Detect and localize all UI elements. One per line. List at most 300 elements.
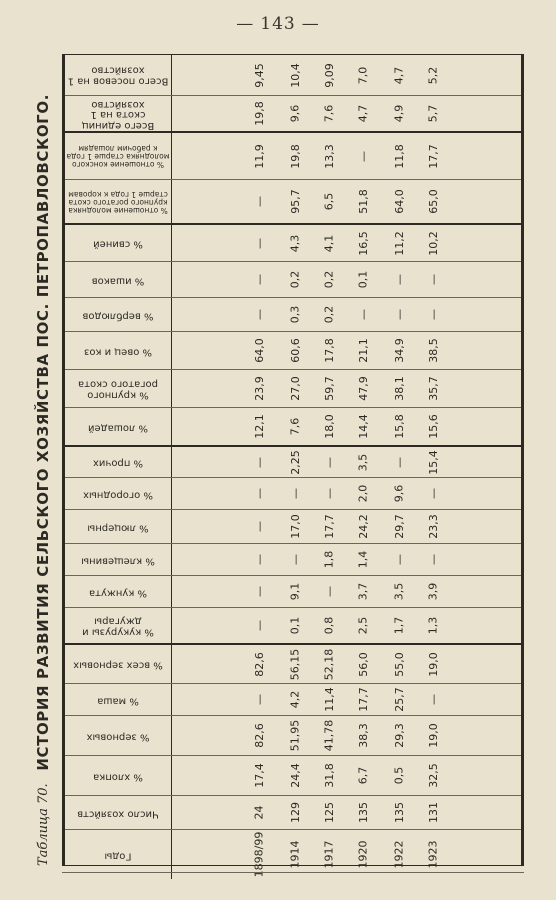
table-cell xyxy=(311,332,347,369)
cell-value: 51,8 xyxy=(356,189,370,214)
cell-value: — xyxy=(392,456,406,468)
row-header xyxy=(65,96,172,131)
table-row xyxy=(65,407,521,445)
cell-value: 1922 xyxy=(392,840,406,869)
row-header xyxy=(65,608,172,643)
row-header xyxy=(65,447,172,477)
cell-value: 3,9 xyxy=(426,582,440,601)
cell-value: 29,3 xyxy=(392,723,406,748)
cell-value: — xyxy=(426,488,440,499)
table-row xyxy=(65,683,521,715)
table-cell xyxy=(415,298,451,331)
cell-value: 7,0 xyxy=(356,66,370,84)
table-cell xyxy=(381,716,417,755)
cell-value: 9,6 xyxy=(288,104,302,123)
table-cell xyxy=(345,716,381,755)
cell-value: 55,0 xyxy=(392,651,406,677)
cell-value: 4,7 xyxy=(392,66,406,84)
cell-value: 0,2 xyxy=(322,270,336,289)
cell-value: — xyxy=(322,586,336,597)
table-row xyxy=(65,795,521,829)
cell-value: 24,2 xyxy=(356,514,370,539)
cell-value: 11,8 xyxy=(392,143,406,169)
cell-value: 17,7 xyxy=(322,514,336,539)
table-cell xyxy=(277,180,313,223)
table-cell xyxy=(311,796,347,829)
cell-value: — xyxy=(392,309,406,320)
table-row xyxy=(65,297,521,331)
table-cell xyxy=(345,447,381,477)
cell-value: — xyxy=(252,456,266,468)
row-header xyxy=(65,544,172,575)
table-cell xyxy=(277,262,313,297)
cell-value: 10,4 xyxy=(288,62,302,88)
cell-value: — xyxy=(392,274,406,285)
table-cell xyxy=(277,684,313,715)
cell-value: — xyxy=(252,196,266,207)
cell-value: 131 xyxy=(426,802,440,823)
cell-value: 4,7 xyxy=(356,104,370,123)
table-cell xyxy=(345,796,381,829)
cell-value: 1917 xyxy=(322,840,336,869)
row-header xyxy=(65,756,172,795)
cell-value: — xyxy=(322,456,336,468)
table-cell xyxy=(381,370,417,407)
table-cell xyxy=(381,408,417,445)
cell-value: 0,5 xyxy=(392,766,406,785)
cell-value: 56,0 xyxy=(356,651,370,677)
cell-value: 47,9 xyxy=(356,376,370,401)
cell-value: 0,3 xyxy=(288,305,302,324)
table-row xyxy=(65,55,521,95)
table-cell xyxy=(381,96,417,131)
row-header-label: % кунжута xyxy=(88,586,148,598)
table-cell xyxy=(381,225,417,261)
cell-value: 25,7 xyxy=(392,687,406,712)
table-row xyxy=(65,543,521,575)
table-cell xyxy=(381,332,417,369)
row-header-label: % огородных xyxy=(83,488,153,500)
table-cell xyxy=(241,608,277,643)
cell-value: 13,3 xyxy=(322,143,336,169)
table-cell xyxy=(241,544,277,575)
row-header xyxy=(65,298,172,331)
cell-value: 17,8 xyxy=(322,338,336,363)
cell-value: 9,09 xyxy=(322,62,336,88)
table-cell xyxy=(381,133,417,179)
cell-value: 24 xyxy=(252,805,266,820)
table-cell xyxy=(381,180,417,223)
cell-value: — xyxy=(356,150,370,162)
cell-value: 64,0 xyxy=(252,338,266,363)
row-header-label: % верблюдов xyxy=(82,309,154,321)
table-row xyxy=(65,715,521,755)
table-cell xyxy=(311,608,347,643)
row-header-label: Число хозяйств xyxy=(77,807,159,819)
table-cell xyxy=(277,510,313,543)
cell-value: 125 xyxy=(322,802,336,823)
table-row xyxy=(65,755,521,795)
table-cell xyxy=(241,478,277,509)
table-cell xyxy=(415,408,451,445)
table-cell xyxy=(345,510,381,543)
table-cell xyxy=(277,608,313,643)
row-header xyxy=(65,478,172,509)
cell-value: 2,25 xyxy=(288,449,302,475)
table-cell xyxy=(241,510,277,543)
cell-value: 3,7 xyxy=(356,582,370,601)
cell-value: 59,7 xyxy=(322,376,336,401)
table-cell xyxy=(241,447,277,477)
cell-value: 38,1 xyxy=(392,376,406,401)
table-cell xyxy=(345,55,381,95)
table-cell xyxy=(381,447,417,477)
cell-value: 4,3 xyxy=(288,234,302,252)
table-cell xyxy=(345,408,381,445)
table-cell xyxy=(345,370,381,407)
table-cell xyxy=(241,796,277,829)
table-cell xyxy=(241,55,277,95)
table-cell xyxy=(311,370,347,407)
cell-value: — xyxy=(356,309,370,320)
table-cell xyxy=(345,645,381,683)
cell-value: 17,4 xyxy=(252,763,266,788)
table-cell xyxy=(381,756,417,795)
row-header xyxy=(65,684,172,715)
cell-value: 12,1 xyxy=(252,414,266,439)
table-cell xyxy=(345,478,381,509)
table-row xyxy=(65,95,521,131)
table-cell xyxy=(381,608,417,643)
cell-value: 18,0 xyxy=(322,414,336,439)
cell-value: 0,8 xyxy=(322,616,336,635)
row-header-label: % маша xyxy=(97,694,139,706)
row-header xyxy=(65,576,172,607)
cell-value: 9,45 xyxy=(252,62,266,88)
row-header xyxy=(65,180,172,223)
cell-value: 9,6 xyxy=(392,484,406,503)
table-cell xyxy=(415,608,451,643)
row-header xyxy=(65,645,172,683)
table-cell xyxy=(311,447,347,477)
table-cell xyxy=(381,576,417,607)
cell-value: 38,5 xyxy=(426,338,440,363)
row-header xyxy=(65,716,172,755)
table-row xyxy=(65,575,521,607)
table-cell xyxy=(311,55,347,95)
page-number: — 143 — xyxy=(236,14,320,34)
table-cell xyxy=(415,544,451,575)
table-row xyxy=(65,509,521,543)
cell-value: 3,5 xyxy=(356,453,370,471)
table-cell xyxy=(241,756,277,795)
cell-value: 3,5 xyxy=(392,582,406,601)
table-cell xyxy=(277,796,313,829)
table-cell xyxy=(241,225,277,261)
cell-value: 32,5 xyxy=(426,763,440,788)
cell-value: 9,1 xyxy=(288,582,302,601)
cell-value: — xyxy=(288,554,302,565)
table-cell xyxy=(415,447,451,477)
cell-value: — xyxy=(426,274,440,285)
row-header xyxy=(65,370,172,407)
table-cell xyxy=(311,684,347,715)
row-header-label: % ишаков xyxy=(91,274,145,286)
cell-value: 38,3 xyxy=(356,723,370,748)
table-cell xyxy=(345,133,381,179)
table-cell xyxy=(381,645,417,683)
cell-value: — xyxy=(288,488,302,499)
cell-value: 4,2 xyxy=(288,690,302,709)
cell-value: 15,6 xyxy=(426,414,440,439)
cell-value: 31,8 xyxy=(322,763,336,788)
cell-value: 95,7 xyxy=(288,189,302,214)
cell-value: 4,9 xyxy=(392,104,406,123)
table-cell xyxy=(241,645,277,683)
cell-value: 1,8 xyxy=(322,550,336,569)
row-header-label: % отношение молодняка крупного рогатого скота старше 1 года к коровам xyxy=(68,189,168,215)
cell-value: 11,4 xyxy=(322,687,336,712)
cell-value: 23,3 xyxy=(426,514,440,539)
table-cell xyxy=(241,96,277,131)
table-cell xyxy=(311,96,347,131)
cell-value: 64,0 xyxy=(392,189,406,214)
cell-value: 19,0 xyxy=(426,723,440,748)
table-row xyxy=(65,223,521,261)
row-header-label: % клещевины xyxy=(81,554,155,566)
table-cell xyxy=(277,645,313,683)
cell-value: 17,7 xyxy=(426,143,440,169)
cell-value: 14,4 xyxy=(356,414,370,439)
table-cell xyxy=(345,298,381,331)
table-cell xyxy=(345,608,381,643)
table-cell xyxy=(241,180,277,223)
table-cell xyxy=(241,298,277,331)
row-header-label: % хлопка xyxy=(93,770,143,782)
cell-value: 11,2 xyxy=(392,230,406,256)
cell-value: — xyxy=(426,554,440,565)
row-header xyxy=(65,510,172,543)
cell-value: 15,8 xyxy=(392,414,406,439)
cell-value: — xyxy=(252,309,266,320)
cell-value: 0,2 xyxy=(288,270,302,289)
table-cell xyxy=(241,684,277,715)
cell-value: 0,2 xyxy=(322,305,336,324)
row-header-label: Всего единиц скота на 1 хозяйство xyxy=(81,98,155,131)
row-header xyxy=(65,262,172,297)
page-number-text: 143 xyxy=(260,14,296,34)
table-cell xyxy=(277,96,313,131)
row-header-label: % крупного рогатого скота xyxy=(78,378,158,400)
table-cell xyxy=(381,55,417,95)
cell-value: 21,1 xyxy=(356,338,370,363)
table-cell xyxy=(277,756,313,795)
table-cell xyxy=(415,262,451,297)
bottom-rule xyxy=(62,872,524,873)
table-cell xyxy=(277,55,313,95)
cell-value: 6,7 xyxy=(356,766,370,785)
table-cell xyxy=(311,544,347,575)
cell-value: 17,7 xyxy=(356,687,370,712)
table-cell xyxy=(345,684,381,715)
cell-value: 1914 xyxy=(288,840,302,869)
row-header-label: % всех зерновых xyxy=(73,659,163,671)
table-cell xyxy=(381,544,417,575)
table-cell xyxy=(381,298,417,331)
table-row xyxy=(65,261,521,297)
row-header-label: % отношение конского молодняка старше 1 года к рабочим лошадям xyxy=(66,144,170,169)
table-cell xyxy=(241,332,277,369)
cell-value: — xyxy=(392,554,406,565)
table-cell xyxy=(241,370,277,407)
cell-value: 24,4 xyxy=(288,763,302,788)
table-cell xyxy=(415,55,451,95)
table-cell xyxy=(415,96,451,131)
cell-value: 23,9 xyxy=(252,376,266,401)
cell-value: 82,6 xyxy=(252,723,266,748)
cell-value: 41,78 xyxy=(322,719,336,752)
table-row xyxy=(65,445,521,477)
table-cell xyxy=(415,716,451,755)
row-header-label: % прочих xyxy=(93,457,144,469)
table-cell xyxy=(415,332,451,369)
cell-value: 135 xyxy=(392,802,406,823)
cell-value: 56,15 xyxy=(288,648,302,680)
table-cell xyxy=(311,716,347,755)
table-row xyxy=(65,331,521,369)
cell-value: 7,6 xyxy=(322,104,336,123)
table-cell xyxy=(241,262,277,297)
cell-value: 1,3 xyxy=(426,616,440,635)
side-caption xyxy=(26,54,60,866)
table-cell xyxy=(311,180,347,223)
cell-value: 65,0 xyxy=(426,189,440,214)
data-table xyxy=(62,54,524,878)
table-cell xyxy=(311,298,347,331)
cell-value: 1920 xyxy=(356,840,370,869)
table-cell xyxy=(277,408,313,445)
table-cell xyxy=(277,298,313,331)
cell-value: 7,6 xyxy=(288,417,302,436)
cell-value: 52,18 xyxy=(322,648,336,680)
table-cell xyxy=(277,370,313,407)
cell-value: — xyxy=(252,274,266,285)
cell-value: 6,5 xyxy=(322,192,336,211)
cell-value: — xyxy=(426,309,440,320)
cell-value: 29,7 xyxy=(392,514,406,539)
table-cell xyxy=(415,796,451,829)
cell-value: 60,6 xyxy=(288,338,302,363)
cell-value: 16,5 xyxy=(356,230,370,256)
table-cell xyxy=(311,262,347,297)
cell-value: — xyxy=(252,521,266,532)
table-cell xyxy=(311,133,347,179)
table-row xyxy=(65,369,521,407)
row-header xyxy=(65,55,172,95)
table-cell xyxy=(277,576,313,607)
table-cell xyxy=(311,225,347,261)
cell-value: 19,8 xyxy=(252,101,266,126)
cell-value: 135 xyxy=(356,802,370,823)
cell-value: 129 xyxy=(288,802,302,823)
table-cell xyxy=(415,645,451,683)
table-cell xyxy=(311,408,347,445)
table-cell xyxy=(277,332,313,369)
cell-value: — xyxy=(322,488,336,499)
cell-value: — xyxy=(252,488,266,499)
table-row xyxy=(65,179,521,223)
row-header xyxy=(65,408,172,445)
cell-value: 35,7 xyxy=(426,376,440,401)
cell-value: 1,4 xyxy=(356,550,370,569)
table-cell xyxy=(381,510,417,543)
row-header-label: % свиней xyxy=(93,238,143,250)
cell-value: 1,7 xyxy=(392,616,406,635)
row-header-label: % кукурузы и джугары xyxy=(82,615,154,637)
cell-value: 4,1 xyxy=(322,234,336,252)
table-cell xyxy=(311,478,347,509)
row-header-label: % овец и коз xyxy=(84,345,152,357)
cell-value: 2,0 xyxy=(356,484,370,503)
table-row xyxy=(65,607,521,643)
table-cell xyxy=(311,510,347,543)
table-cell xyxy=(311,756,347,795)
cell-value: — xyxy=(252,620,266,631)
cell-value: 11,9 xyxy=(252,143,266,169)
table-cell xyxy=(345,225,381,261)
cell-value: — xyxy=(252,586,266,597)
table-cell xyxy=(311,645,347,683)
cell-value: 19,0 xyxy=(426,651,440,677)
table-cell xyxy=(345,544,381,575)
row-header-label: Всего посевов на 1 хозяйство xyxy=(67,65,169,87)
row-header-label: % лошадей xyxy=(87,421,149,433)
table-cell xyxy=(415,510,451,543)
table-cell xyxy=(345,262,381,297)
table-cell xyxy=(415,180,451,223)
table-cell xyxy=(345,96,381,131)
table-cell xyxy=(241,408,277,445)
row-header-label: % зерновых xyxy=(86,730,150,742)
row-header xyxy=(65,133,172,179)
table-cell xyxy=(381,262,417,297)
table-cell xyxy=(415,133,451,179)
table-cell xyxy=(415,225,451,261)
table-cell xyxy=(415,684,451,715)
table-cell xyxy=(241,133,277,179)
row-header xyxy=(65,225,172,261)
table-cell xyxy=(345,180,381,223)
table-cell xyxy=(277,716,313,755)
row-header xyxy=(65,332,172,369)
table-cell xyxy=(277,478,313,509)
table-row xyxy=(65,643,521,683)
cell-value: 1898/99 xyxy=(252,831,266,878)
table-cell xyxy=(241,716,277,755)
table-cell xyxy=(241,576,277,607)
cell-value: 5,7 xyxy=(426,104,440,123)
cell-value: 51,95 xyxy=(288,719,302,752)
table-label: Таблица 70. xyxy=(35,783,51,866)
cell-value: 5,2 xyxy=(426,66,440,84)
cell-value: 10,2 xyxy=(426,230,440,256)
table-cell xyxy=(381,684,417,715)
table-cell xyxy=(345,756,381,795)
row-header-label: Годы xyxy=(104,849,132,861)
row-header xyxy=(65,796,172,829)
cell-value: 27,0 xyxy=(288,376,302,401)
cell-value: 17,0 xyxy=(288,514,302,539)
